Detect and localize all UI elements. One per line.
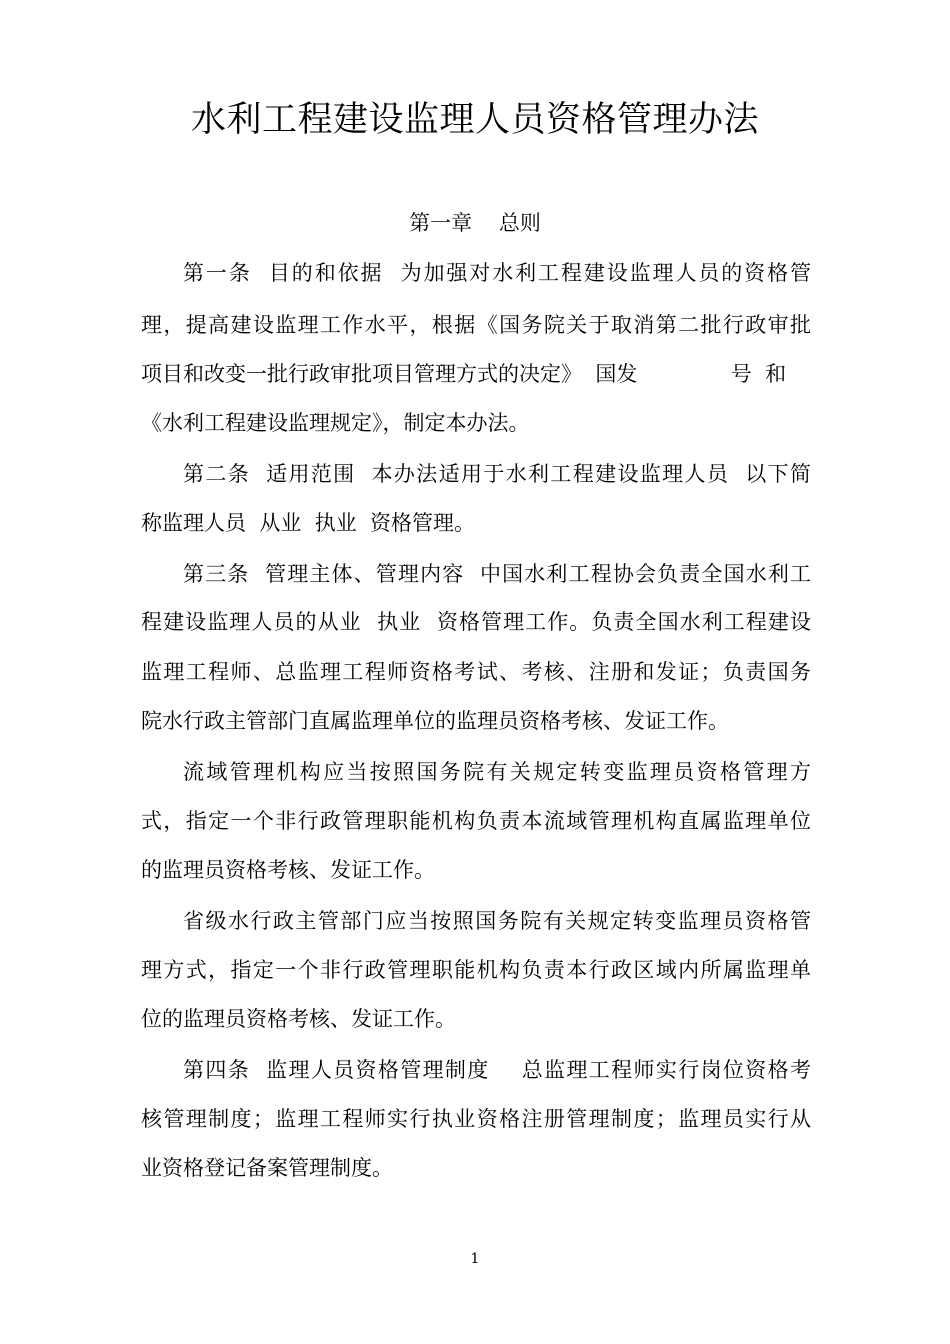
- paragraph-line: 第四条 监理人员资格管理制度 总监理工程师实行岗位资格考: [183, 1058, 811, 1082]
- paragraph-line: 理方式，指定一个非行政管理职能机构负责本行政区域内所属监理单: [141, 958, 811, 982]
- paragraph-line: 称监理人员 从业 执业 资格管理。: [141, 511, 476, 535]
- paragraph-line: 第三条 管理主体、管理内容 中国水利工程协会负责全国水利工: [183, 562, 811, 586]
- paragraph-line: 监理工程师、总监理工程师资格考试、考核、注册和发证；负责国务: [141, 660, 811, 684]
- paragraph-line: 的监理员资格考核、发证工作。: [141, 858, 435, 882]
- paragraph-line: 项目和改变一批行政审批项目管理方式的决定》 国发 号 和: [141, 362, 787, 386]
- page-number: 1: [470, 1251, 480, 1267]
- paragraph-line: 式，指定一个非行政管理职能机构负责本流域管理机构直属监理单位: [141, 809, 811, 833]
- paragraph-line: 程建设监理人员的从业 执业 资格管理工作。负责全国水利工程建设: [141, 610, 811, 634]
- paragraph-line: 省级水行政主管部门应当按照国务院有关规定转变监理员资格管: [183, 909, 811, 933]
- paragraph-line: 《水利工程建设监理规定》，制定本办法。: [141, 411, 530, 435]
- paragraph-line: 位的监理员资格考核、发证工作。: [141, 1007, 456, 1031]
- document-title: 水利工程建设监理人员资格管理办法: [190, 100, 759, 140]
- paragraph-line: 业资格登记备案管理制度。: [141, 1156, 393, 1180]
- chapter-heading: 第一章 总则: [409, 211, 541, 235]
- paragraph-line: 第二条 适用范围 本办法适用于水利工程建设监理人员 以下简: [183, 462, 811, 486]
- paragraph-line: 核管理制度；监理工程师实行执业资格注册管理制度；监理员实行从: [141, 1107, 811, 1131]
- paragraph-line: 流域管理机构应当按照国务院有关规定转变监理员资格管理方: [183, 760, 811, 784]
- paragraph-line: 院水行政主管部门直属监理单位的监理员资格考核、发证工作。: [141, 709, 729, 733]
- paragraph-line: 理，提高建设监理工作水平，根据《国务院关于取消第二批行政审批: [141, 313, 811, 337]
- paragraph-line: 第一条 目的和依据 为加强对水利工程建设监理人员的资格管: [183, 261, 811, 285]
